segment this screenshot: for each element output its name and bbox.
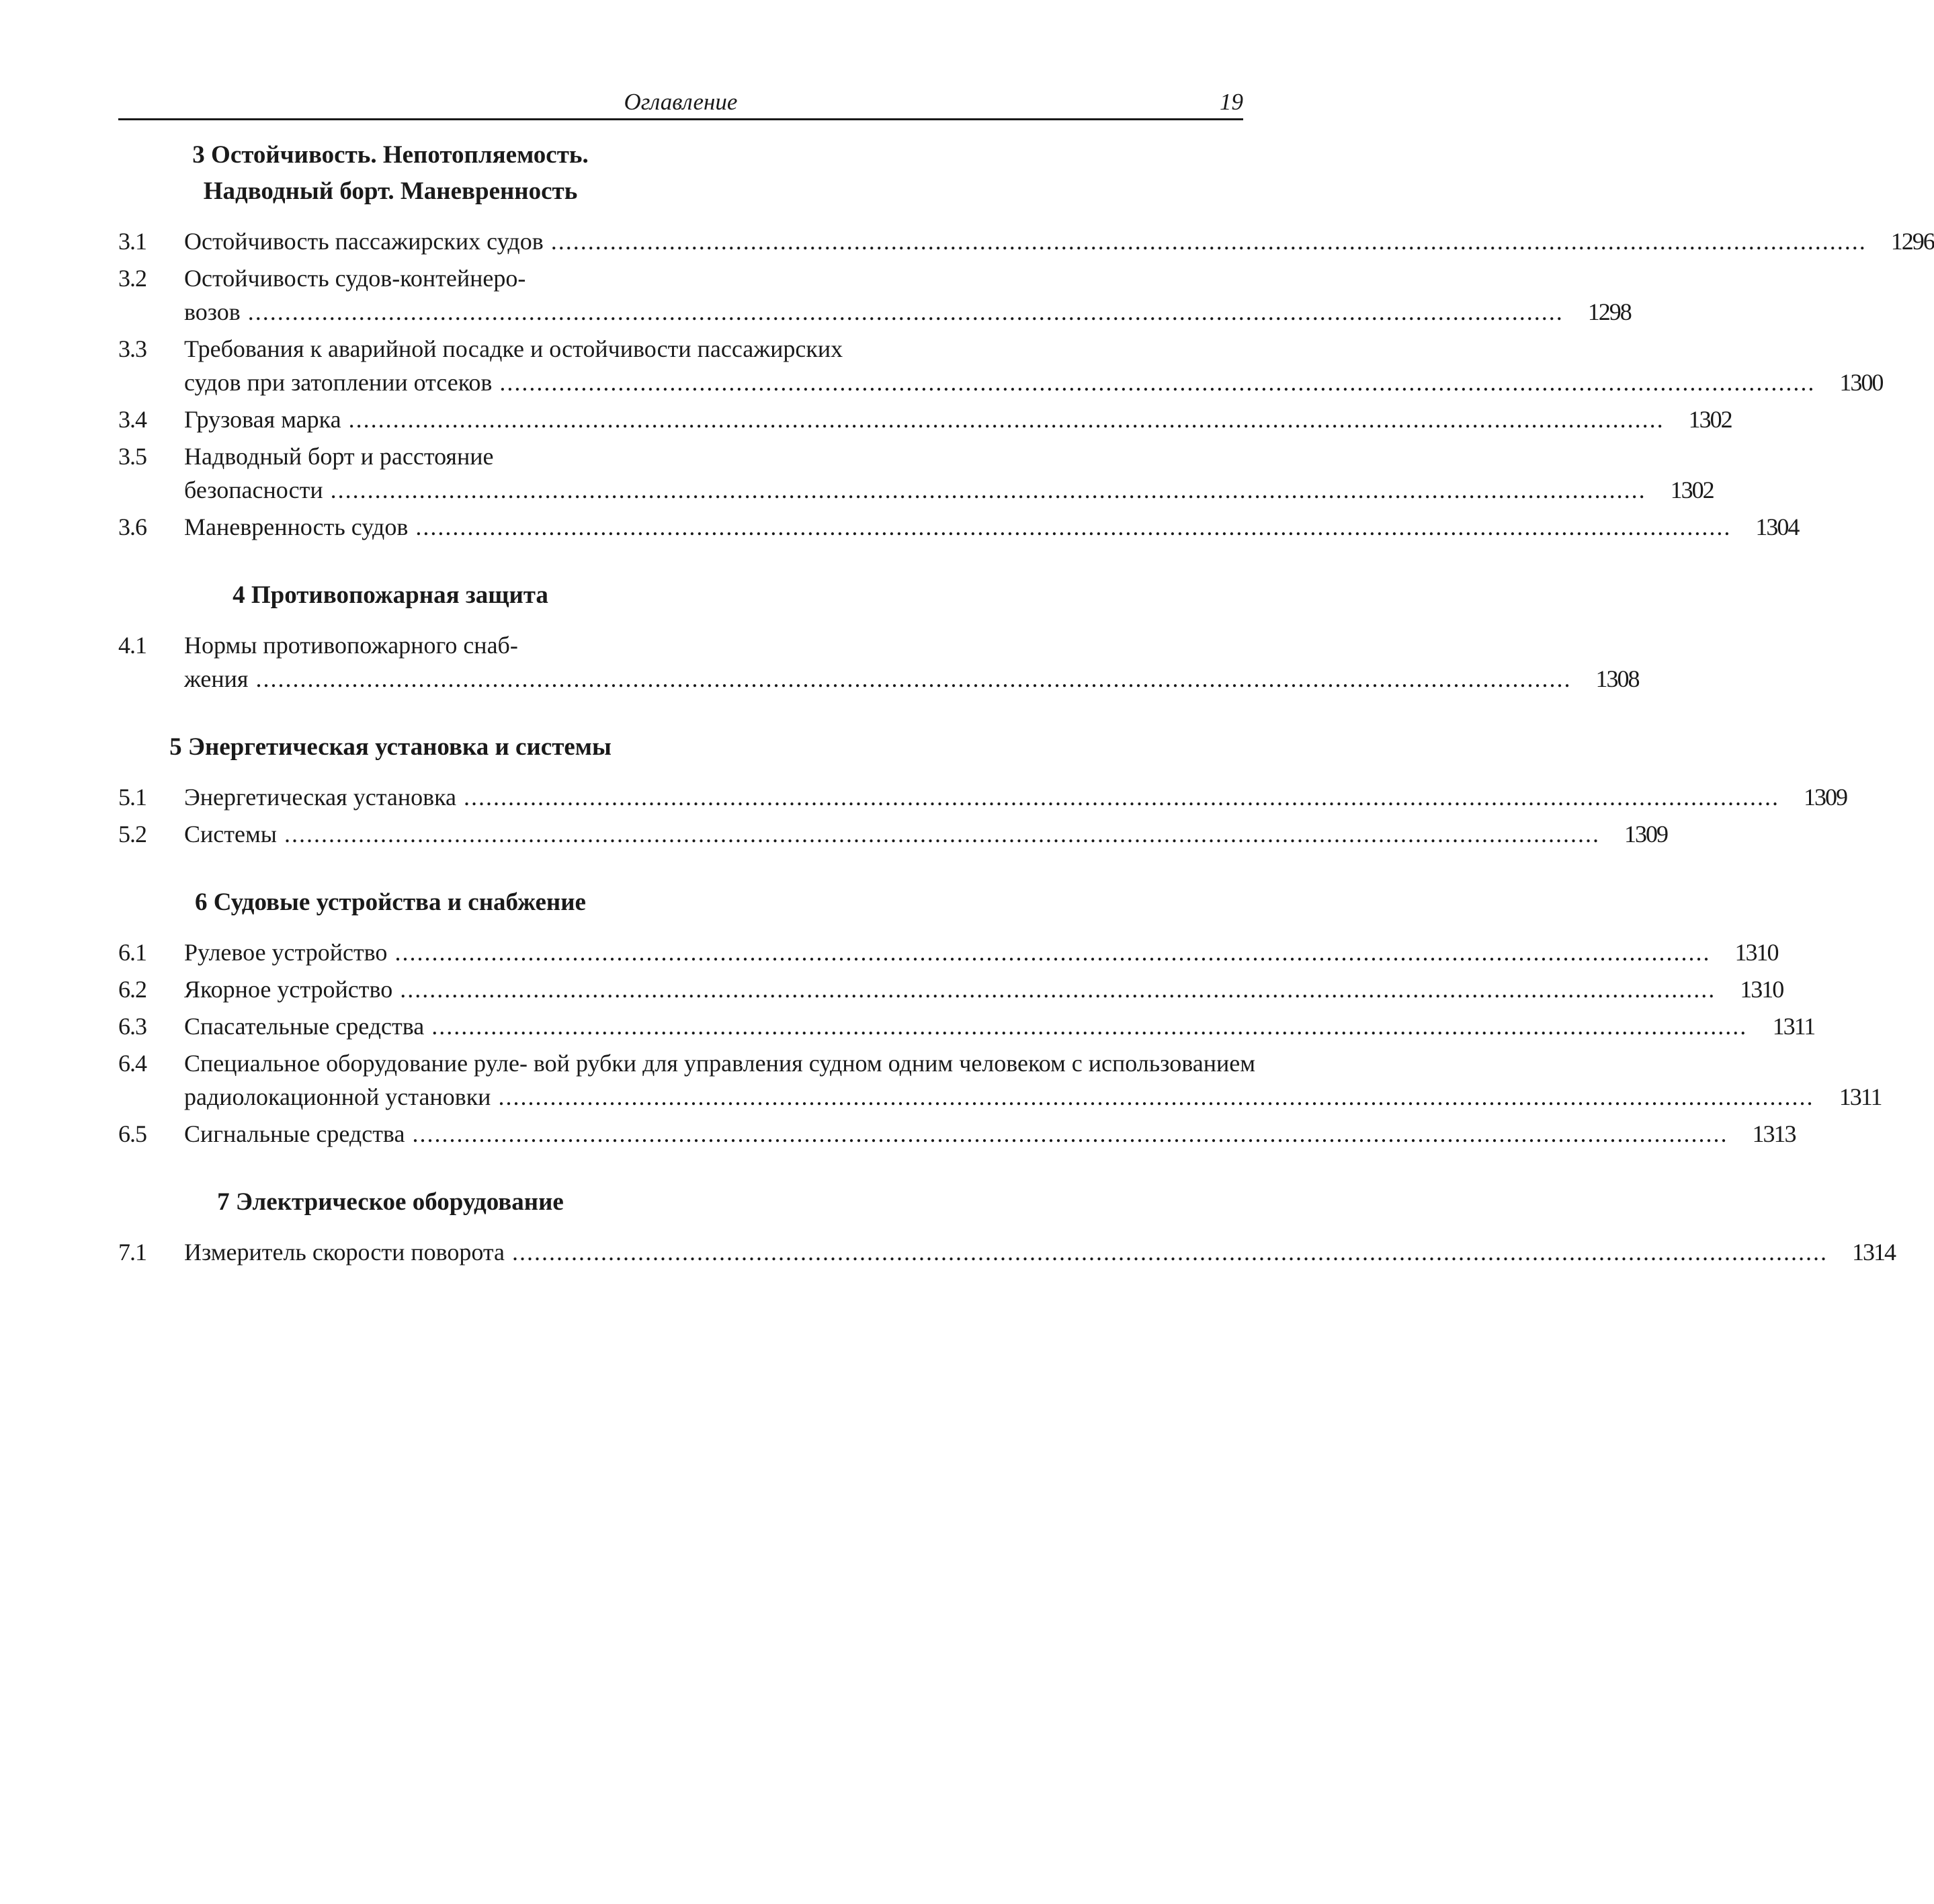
toc-entry[interactable] [118,628,1639,696]
entry-number: 4.1 [118,632,146,659]
entry-page-number: 1313 [1728,1117,1795,1151]
entry-page-number: 1311 [1747,1009,1814,1043]
section-title [118,577,663,614]
entry-title: Требования к аварийной посадке и остойчивости пассажирских [184,335,843,362]
running-header [118,86,1243,120]
entry-number: 3.2 [118,265,146,292]
entry-page-number: 1302 [1665,403,1732,436]
entry-page-number: 1314 [1828,1235,1895,1269]
entry-number: 7.1 [118,1239,146,1266]
entry-title-last-line: Спасательные средства ..... [184,1009,1747,1043]
entry-title: Остойчивость судов-контейнеро- [184,265,526,292]
entry-title-last-line: Системы ..... [184,817,1600,851]
toc-entry[interactable] [118,1046,1882,1114]
entry-number: 3.5 [118,443,146,470]
toc-entry[interactable] [118,1235,1896,1269]
toc-entry[interactable] [118,936,1778,969]
toc-entry[interactable] [118,261,1631,329]
entry-body [184,332,1882,399]
entry-body [184,510,1798,544]
entry-title: Нормы противопожарного снаб- [184,632,518,659]
entry-body [184,628,1638,696]
entry-page-number: 1300 [1815,366,1882,399]
entry-title-last-line: Энергетическая установка ..... [184,780,1779,814]
section-title-line: 3 Остойчивость. Непотопляемость. [192,141,589,169]
entry-body [184,261,1631,329]
entry-title-last-line: Якорное устройство ..... [184,972,1716,1006]
entry-page-number: 1309 [1600,817,1667,851]
entry-number: 3.6 [118,513,146,540]
entry-number: 6.1 [118,939,146,966]
entry-number: 6.2 [118,976,146,1003]
toc-section [118,577,1639,696]
entry-body [184,1235,1895,1269]
entry-body [184,780,1847,814]
page-number: 19 [1220,89,1243,115]
running-title: Оглавление [624,89,738,115]
entry-body [184,403,1732,436]
entry-body [184,1009,1814,1043]
entry-page-number: 1296 [1867,224,1934,258]
entry-body [184,817,1667,851]
toc-entry[interactable] [118,332,1883,399]
entry-page-number: 1298 [1564,295,1631,329]
section-title [118,884,663,921]
entry-number: 6.4 [118,1050,146,1077]
section-title [118,137,663,210]
entry-title-last-line: Грузовая марка ..... [184,403,1665,436]
toc-section [118,884,1882,1151]
entry-number: 3.1 [118,228,146,255]
entry-body [184,440,1714,507]
section-title-line: 5 Энергетическая установка и системы [169,733,612,761]
entry-title-last-line: возов ..... [184,295,1564,329]
entry-number: 3.3 [118,335,146,362]
entry-title-last-line: безопасности ..... [184,473,1646,507]
entry-title: Надводный борт и расстояние [184,443,494,470]
toc-section [118,137,1934,544]
entry-body [184,1046,1881,1114]
entry-body [184,972,1783,1006]
toc-entry[interactable] [118,224,1934,258]
toc-entry[interactable] [118,403,1732,436]
entry-page-number: 1311 [1814,1080,1881,1114]
entry-title-last-line: Рулевое устройство ..... [184,936,1710,969]
section-title [118,729,663,765]
section-title [118,1184,663,1220]
entry-page-number: 1310 [1710,936,1777,969]
toc-entry[interactable] [118,510,1799,544]
section-title-line: 4 Противопожарная защита [233,581,548,609]
entry-title-last-line: Измеритель скорости поворота ..... [184,1235,1828,1269]
entry-body [184,1117,1795,1151]
entry-title-last-line: радиолокационной установки ..... [184,1080,1814,1114]
entry-number: 5.2 [118,821,146,847]
entry-title-last-line: Остойчивость пассажирских судов ..... [184,224,1867,258]
entry-page-number: 1310 [1716,972,1783,1006]
section-title-line: 6 Судовые устройства и снабжение [195,888,586,916]
entry-page-number: 1302 [1646,473,1714,507]
toc-entry[interactable] [118,972,1783,1006]
entry-title-last-line: жения ..... [184,662,1571,696]
table-of-contents [118,137,1934,1302]
entry-number: 5.1 [118,784,146,811]
toc-section [118,1184,1896,1269]
entry-page-number: 1309 [1779,780,1847,814]
toc-entry[interactable] [118,1117,1796,1151]
entry-number: 6.3 [118,1013,146,1040]
entry-title-last-line: Маневренность судов ..... [184,510,1731,544]
section-title-line: Надводный борт. Маневренность [203,177,578,205]
entry-page-number: 1304 [1731,510,1798,544]
toc-entry[interactable] [118,1009,1815,1043]
toc-entry[interactable] [118,780,1847,814]
entry-number: 6.5 [118,1120,146,1147]
section-title-line: 7 Электрическое оборудование [217,1188,564,1216]
toc-section [118,729,1847,851]
entry-title-last-line: судов при затоплении отсеков ..... [184,366,1815,399]
toc-entry[interactable] [118,817,1667,851]
entry-title-last-line: Сигнальные средства ..... [184,1117,1728,1151]
entry-title: Специальное оборудование руле- вой рубки для управления судном одним человеком с использованием [184,1050,1255,1077]
entry-page-number: 1308 [1571,662,1638,696]
entry-body [184,936,1777,969]
toc-entry[interactable] [118,440,1714,507]
entry-body [184,224,1934,258]
entry-number: 3.4 [118,406,146,433]
